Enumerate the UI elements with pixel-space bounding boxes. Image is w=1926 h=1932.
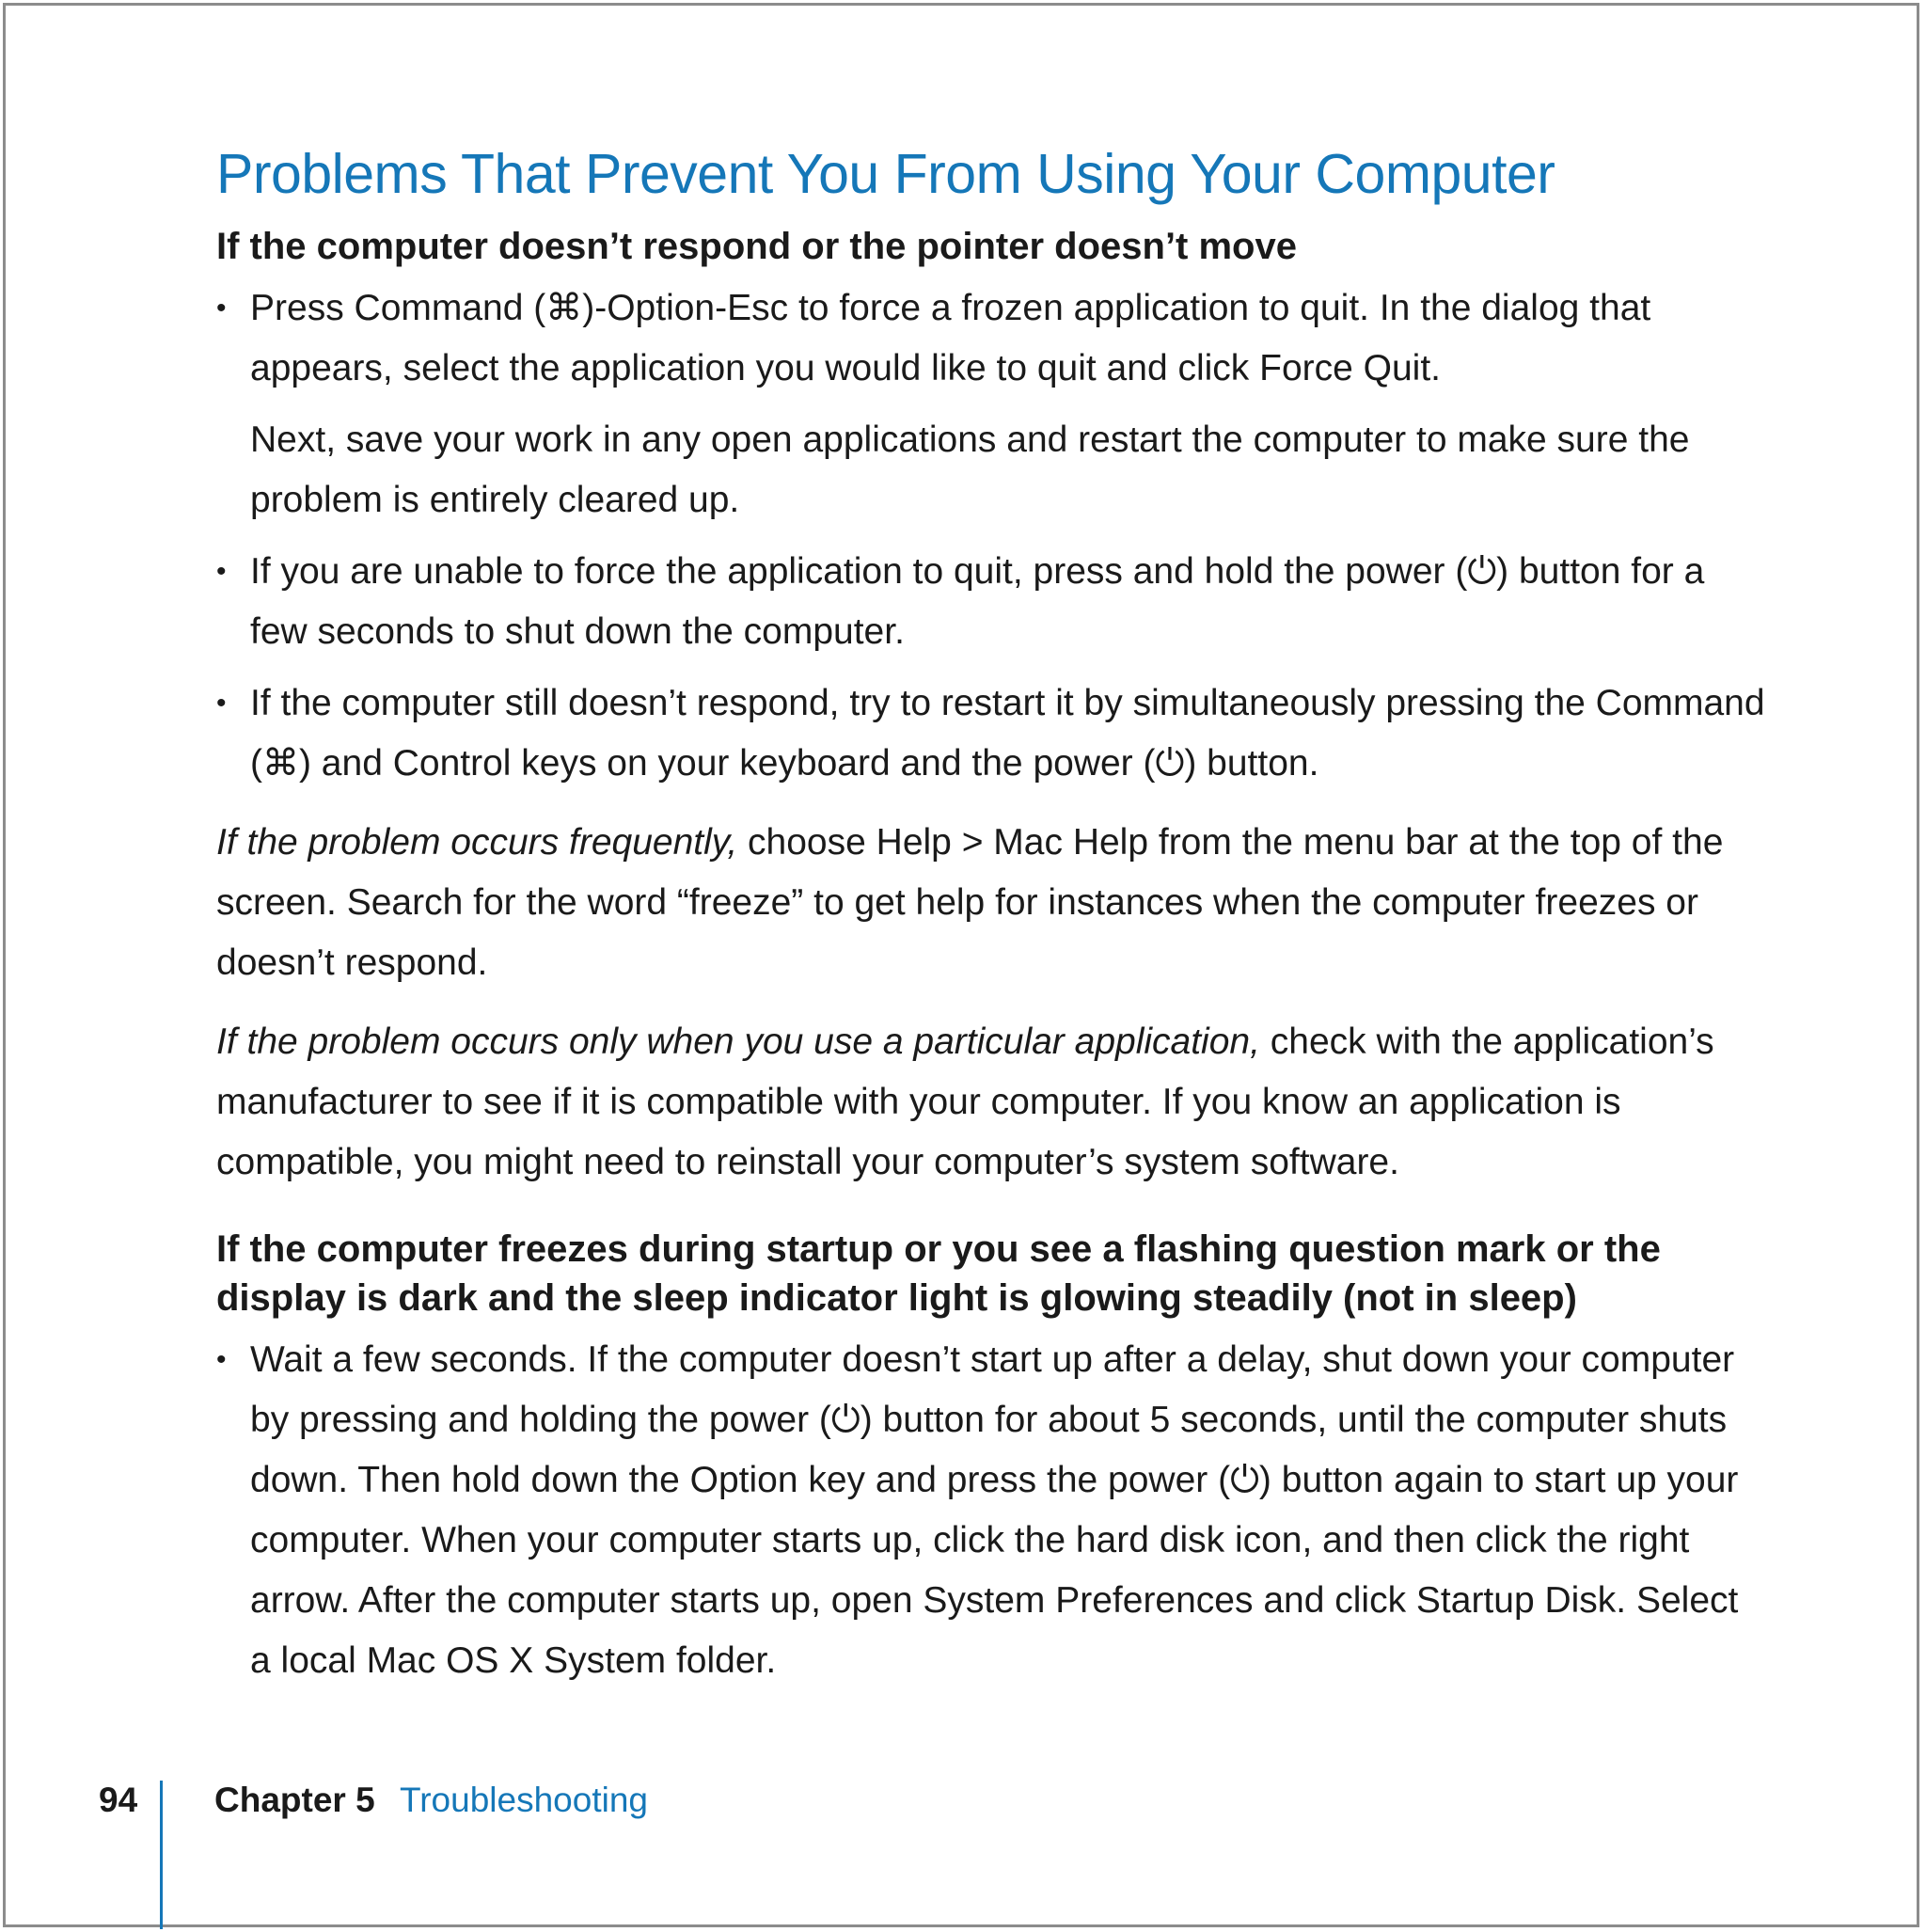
page-number: 94 — [99, 1781, 138, 1819]
paragraph-lead-italic: If the problem occurs frequently, — [216, 822, 738, 863]
chapter-label: Chapter 5 — [214, 1781, 375, 1819]
paragraph-frequent-problem — [216, 813, 1768, 993]
paragraph-body: check with the application’s manufacturer to see if it is compatible with your computer. If you know an application is compatible, you might need to reinstall your computer’s system software. — [216, 1021, 1714, 1183]
list-item-text: Press Command (⌘)-Option-Esc to force a frozen application to quit. In the dialog that appears, select the application you would like to quit and click Force Quit. — [250, 288, 1651, 389]
page-title: Problems That Prevent You From Using Your Computer — [216, 143, 1555, 205]
bullet-list-startup — [216, 1330, 1768, 1691]
list-item-text: If you are unable to force the application to quit, press and hold the power (⏻) button for a few seconds to shut down the computer. — [250, 551, 1705, 653]
section-label: Troubleshooting — [400, 1781, 648, 1819]
footer-divider — [160, 1781, 163, 1929]
list-item-followup: Next, save your work in any open applications and restart the computer to make sure the problem is entirely cleared up. — [250, 420, 1690, 521]
list-item — [216, 673, 1768, 794]
page-footer — [0, 1781, 1926, 1932]
bullet-list-unresponsive — [216, 278, 1768, 794]
section-heading-startup-freeze: If the computer freezes during startup or you see a flashing question mark or the display is dark and the sleep indicator light is glowing steadily (not in sleep) — [216, 1228, 1661, 1320]
page-content — [216, 143, 1768, 1702]
list-item — [216, 278, 1768, 531]
paragraph-lead-italic: If the problem occurs only when you use a particular application, — [216, 1021, 1260, 1063]
bullet-marker: • — [216, 688, 227, 720]
list-item — [216, 1330, 1768, 1691]
paragraph-particular-application — [216, 1012, 1768, 1193]
list-item — [216, 542, 1768, 662]
bullet-marker: • — [216, 293, 227, 325]
bullet-marker: • — [216, 556, 227, 588]
list-item-text: Wait a few seconds. If the computer doesn’t start up after a delay, shut down your computer by pressing and holding the power (⏻) button for about 5 seconds, until the computer shuts down. Then hold down the Option key and press the power (⏻) button again to start up your computer. When your computer starts up, click the hard disk icon, and then click the right arrow. After the computer starts up, open System Preferences and click Startup Disk. Select a local Mac OS X System folder. — [250, 1339, 1739, 1682]
bullet-marker: • — [216, 1344, 227, 1376]
list-item-text: If the computer still doesn’t respond, try to restart it by simultaneously pressing the Command (⌘) and Control keys on your keyboard and the power (⏻) button. — [250, 683, 1765, 784]
paragraph-body: choose Help > Mac Help from the menu bar at the top of the screen. Search for the word “freeze” to get help for instances when the computer freezes or doesn’t respond. — [216, 822, 1724, 984]
section-heading-unresponsive: If the computer doesn’t respond or the pointer doesn’t move — [216, 226, 1297, 268]
